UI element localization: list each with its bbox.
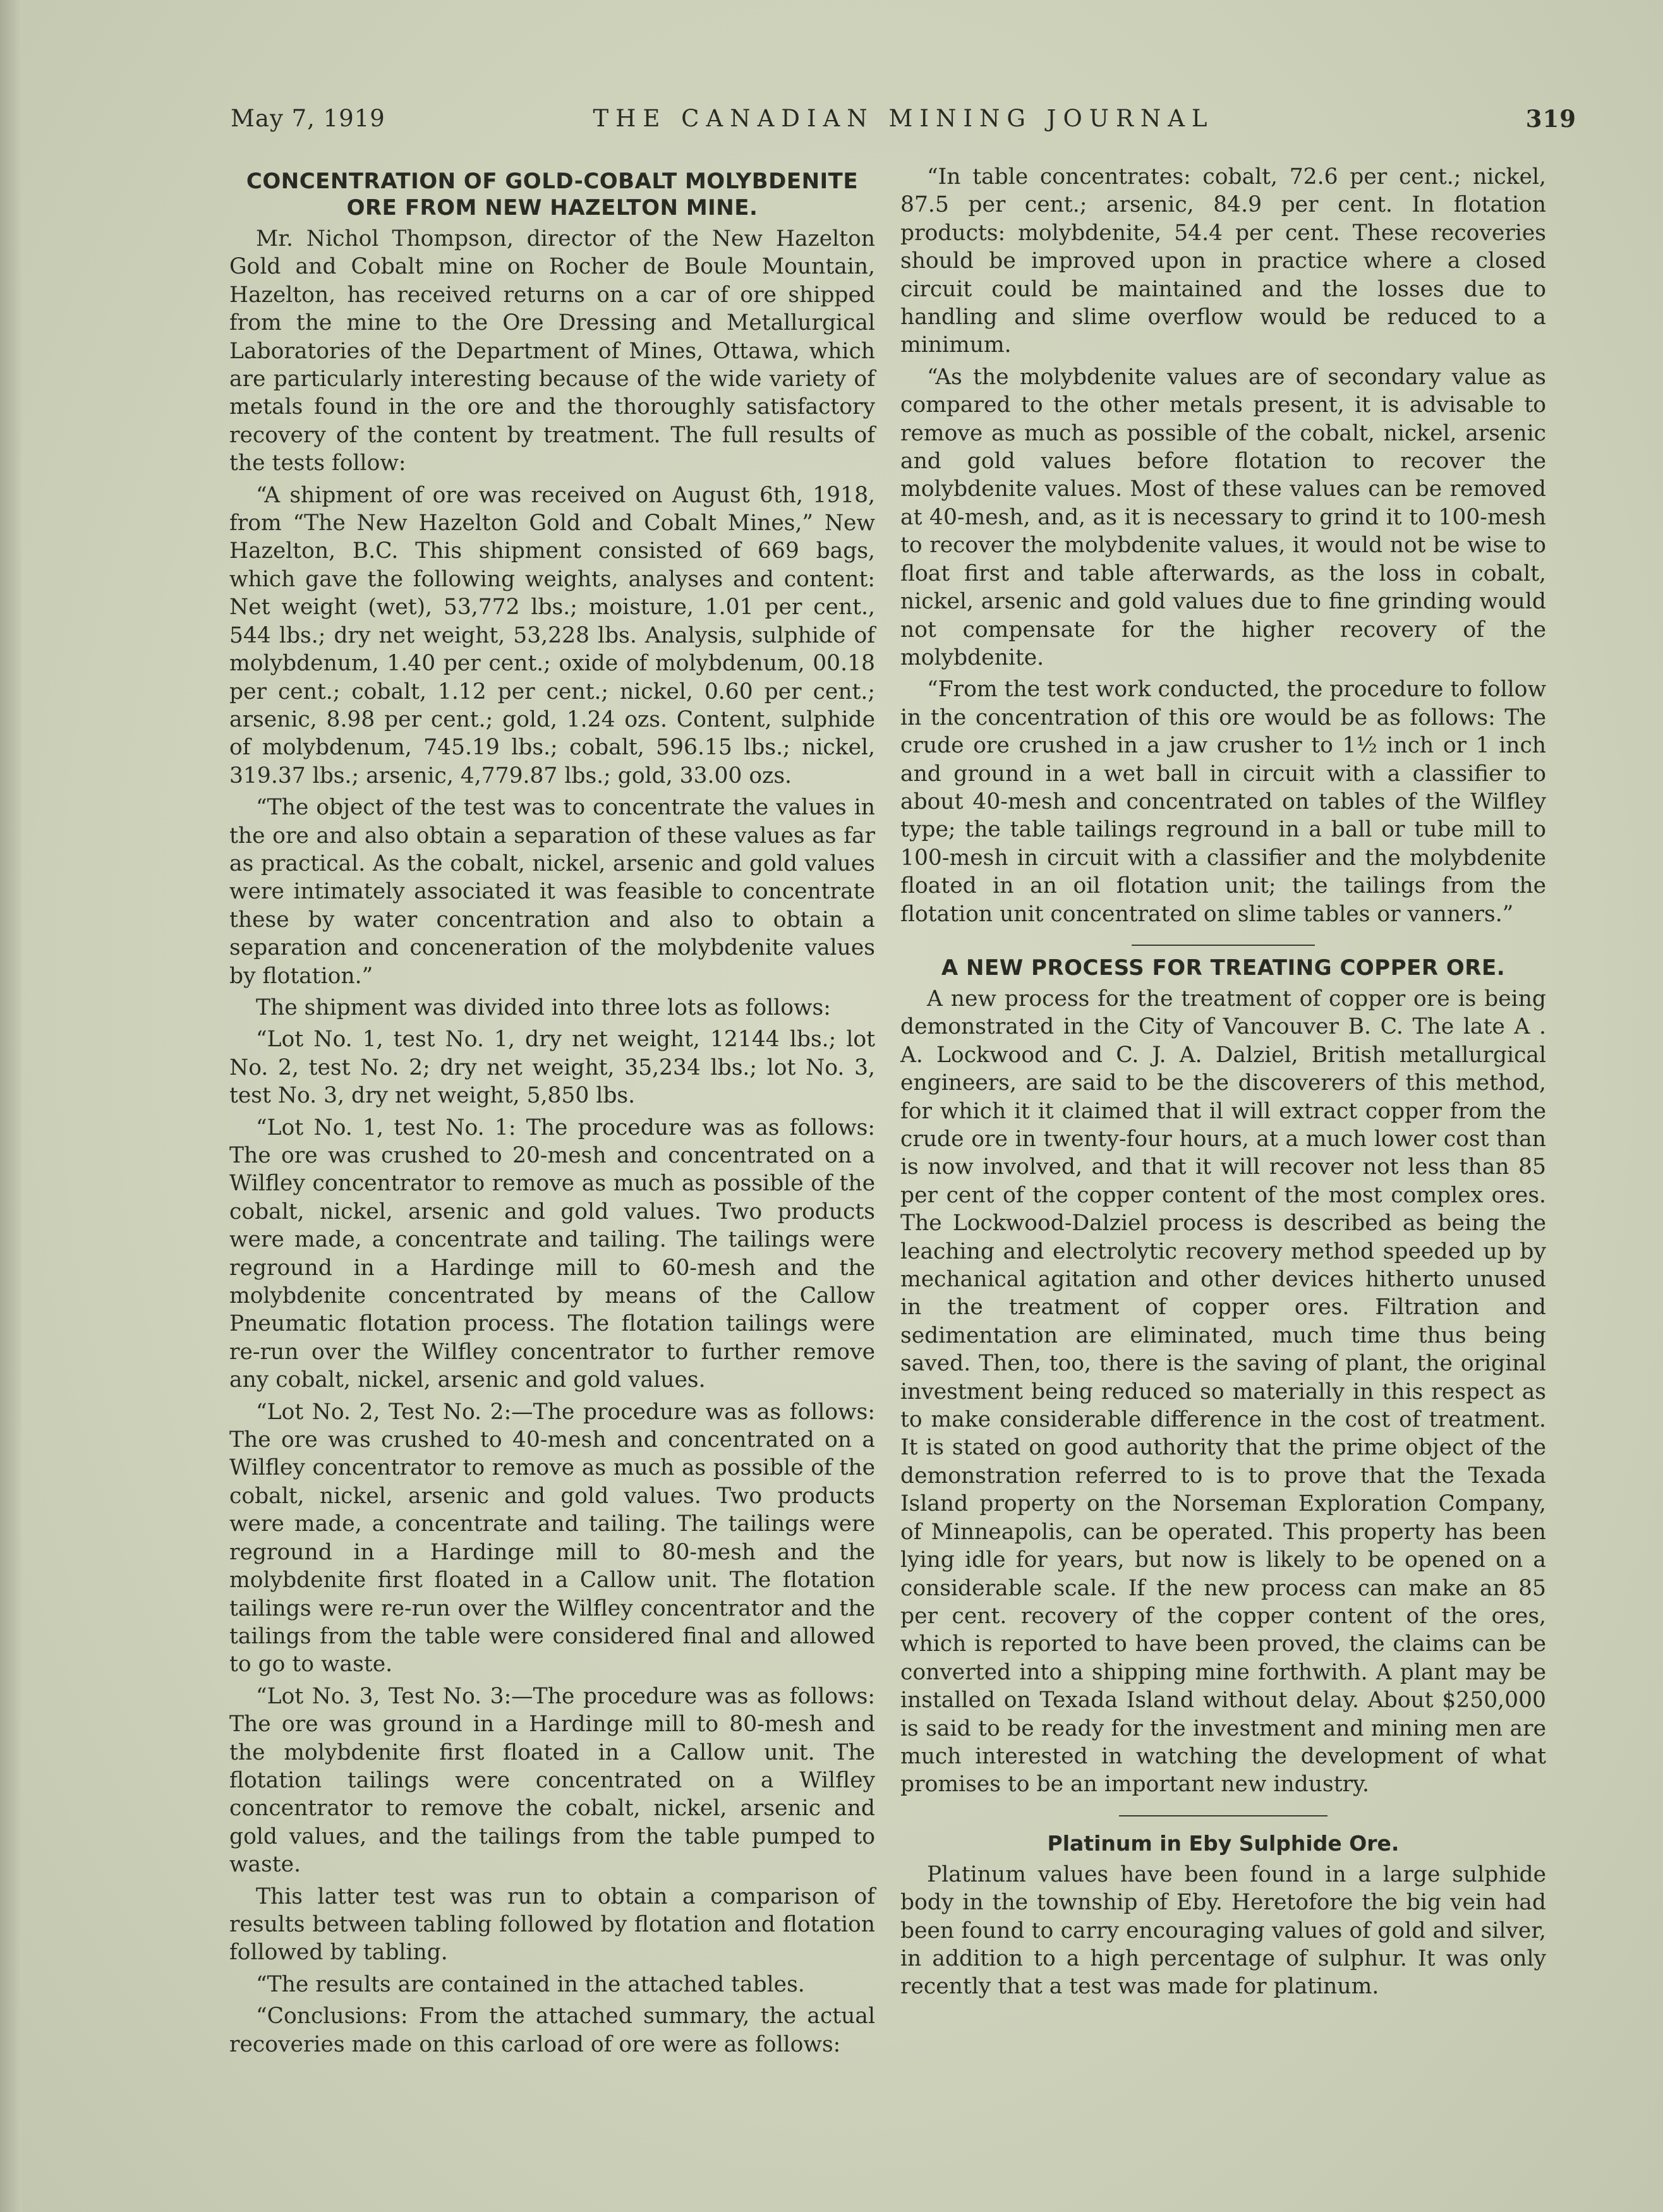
article-paragraph: Platinum values have been found in a large sulphide body in the township of Eby. Heretofore the big vein had been found to carry encouraging values of gold and silver, in addition to a high percentage of sulphur. It was only recently that a test was made for platinum. [900, 1861, 1546, 2000]
article-platinum-title: Platinum in Eby Sulphide Ore. [1047, 1830, 1400, 1856]
left-column [229, 163, 875, 2062]
article-paragraph: Mr. Nichol Thompson, director of the New Hazelton Gold and Cobalt mine on Rocher de Boule Mountain, Hazelton, has received returns on a car of ore shipped from the mine to the Ore Dressing and Metallurgical Laboratories of the Department of Mines, Ottawa, which are particularly interesting because of the wide variety of metals found in the ore and the thoroughly satisfactory recovery of the content by treatment. The full results of the tests follow: [229, 226, 875, 476]
header-journal-title: THE CANADIAN MINING JOURNAL [593, 105, 1214, 132]
page-edge-shadow [0, 0, 21, 2212]
article-paragraph: “From the test work conducted, the procedure to follow in the concentration of this ore would be as follows: The crude ore crushed in a jaw crusher to 1½ inch or 1 inch and ground in a wet ball in circuit with a classifier to about 40-mesh and concentrated on tables of the Wilfley type; the table tailings reground in a ball or tube mill to 100-mesh in circuit with a classifier and the molybdenite floated in an oil flotation unit; the tailings from the flotation unit concentrated on slime tables or vanners.” [900, 677, 1546, 927]
article-paragraph: “Conclusions: From the attached summary, the actual recoveries made on this carload of ore were as follows: [229, 2003, 875, 2057]
article-paragraph: “Lot No. 3, Test No. 3:—The procedure was as follows: The ore was ground in a Hardinge mill to 80-mesh and the molybdenite first floated in a Callow unit. The flotation tailings were concentrated on a Wilfley concentrator to remove the cobalt, nickel, arsenic and gold values, and the tailings from the table pumped to waste. [229, 1683, 875, 1878]
header-date: May 7, 1919 [231, 105, 385, 132]
article-paragraph: “As the molybdenite values are of secondary value as compared to the other metals present, it is advisable to remove as much as possible of the cobalt, nickel, arsenic and gold values before flotation to recover the molybdenite values. Most of these values can be removed at 40-mesh, and, as it is necessary to grind it to 100-mesh to recover the molybdenite values, it would not be wise to float first and table afterwards, as the loss in cobalt, nickel, arsenic and gold values due to fine grinding would not compensate for the higher recovery of the molybdenite. [900, 364, 1546, 670]
right-column [900, 163, 1546, 2005]
article-paragraph: The shipment was divided into three lots as follows: [256, 994, 831, 1020]
article-paragraph: “Lot No. 2, Test No. 2:—The procedure was as follows: The ore was crushed to 40-mesh and concentrated on a Wilfley concentrator to remove as much as possible of the cobalt, nickel, arsenic and gold values. Two products were made, a concentrate and tailing. The tailings were reground in a Hardinge mill to 80-mesh and the molybdenite first floated in a Callow unit. The flotation tailings were re-run over the Wilfley concentrator and the tailings from the table were considered final and allowed to go to waste. [229, 1399, 875, 1677]
article-paragraph: “The object of the test was to concentrate the values in the ore and also obtain a separation of these values as far as practical. As the cobalt, nickel, arsenic and gold values were intimately associated it was feasible to concentrate these by water concentration and also to obtain a separation and conceneration of the molybdenite values by flotation.” [229, 795, 875, 989]
header-page-number: 319 [1525, 105, 1576, 133]
article-molybdenite-title: CONCENTRATION OF GOLD-COBALT MOLYBDENITE ORE FROM NEW HAZELTON MINE. [246, 169, 859, 221]
article-paragraph: “The results are contained in the attached tables. [256, 1971, 805, 1997]
section-divider [1132, 945, 1315, 946]
article-copper-title: A NEW PROCESS FOR TREATING COPPER ORE. [941, 955, 1506, 981]
article-paragraph: A new process for the treatment of copper ore is being demonstrated in the City of Vancouver B. C. The late A . A. Lockwood and C. J. A. Dalziel, British metallurgical engineers, are said to be the discoverers of this method, for which it it claimed that il will extract copper from the crude ore in twenty-four hours, at a much lower cost than is now involved, and that it will recover not less than 85 per cent of the copper content of the most complex ores. The Lockwood-Dalziel process is described as being the leaching and electrolytic recovery method speeded up by mechanical agitation and other devices hitherto unused in the treatment of copper ores. Filtration and sedimentation are eliminated, much time thus being saved. Then, too, there is the saving of plant, the original investment being reduced so materially in this respect as to make considerable difference in the cost of treatment. It is stated on good authority that the prime object of the demonstration referred to is to prove that the Texada Island property on the Norseman Exploration Company, of Minneapolis, can be operated. This property has been lying idle for years, but now is likely to be opened on a considerable scale. If the new process can make an 85 per cent. recovery of the copper content of the ores, which is reported to have been proved, the claims can be converted into a shipping mine forthwith. A plant may be installed on Texada Island without delay. About $250,000 is said to be ready for the investment and mining men are much interested in watching the development of what promises to be an important new industry. [900, 986, 1546, 1798]
article-paragraph: “A shipment of ore was received on August 6th, 1918, from “The New Hazelton Gold and Cobalt Mines,” New Hazelton, B.C. This shipment consisted of 669 bags, which gave the following weights, analyses and content: Net weight (wet), 53,772 lbs.; moisture, 1.01 per cent., 544 lbs.; dry net weight, 53,228 lbs. Analysis, sulphide of molybdenum, 1.40 per cent.; oxide of molybdenum, 00.18 per cent.; cobalt, 1.12 per cent.; nickel, 0.60 per cent.; arsenic, 8.98 per cent.; gold, 1.24 ozs. Content, sulphide of molybdenum, 745.19 lbs.; cobalt, 596.15 lbs.; nickel, 319.37 lbs.; arsenic, 4,779.87 lbs.; gold, 33.00 ozs. [229, 482, 875, 789]
running-header [231, 105, 1576, 143]
article-paragraph: “In table concentrates: cobalt, 72.6 per cent.; nickel, 87.5 per cent.; arsenic, 84.9 per cent. In flotation products: molybdenite, 54.4 per cent. These recoveries should be improved upon in practice where a closed circuit could be maintained and the losses due to handling and slime overflow would be reduced to a minimum. [900, 164, 1546, 358]
section-divider [1119, 1815, 1327, 1816]
article-paragraph: “Lot No. 1, test No. 1, dry net weight, 12144 lbs.; lot No. 2, test No. 2; dry net weight, 35,234 lbs.; lot No. 3, test No. 3, dry net weight, 5,850 lbs. [229, 1027, 875, 1109]
article-paragraph: This latter test was run to obtain a comparison of results between tabling followed by flotation and flotation followed by tabling. [229, 1883, 875, 1966]
article-paragraph: “Lot No. 1, test No. 1: The procedure was as follows: The ore was crushed to 20-mesh and concentrated on a Wilfley concentrator to remove as much as possible of the cobalt, nickel, arsenic and gold values. Two products were made, a concentrate and tailing. The tailings were reground in a Hardinge mill to 60-mesh and the molybdenite concentrated by means of the Callow Pneumatic flotation process. The flotation tailings were re-run over the Wilfley concentrator to further remove any cobalt, nickel, arsenic and gold values. [229, 1115, 875, 1393]
